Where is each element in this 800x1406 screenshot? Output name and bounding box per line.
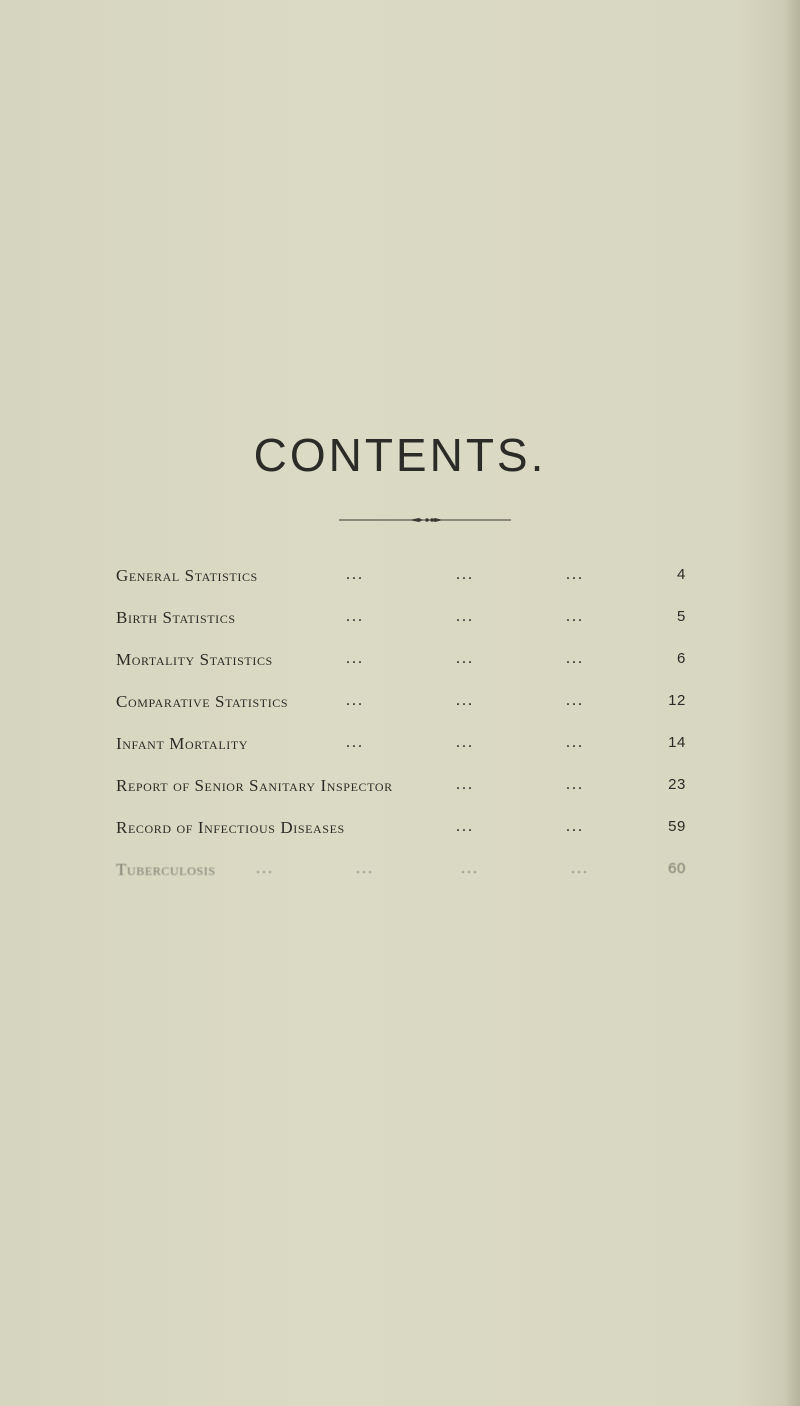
leader-dots: ... bbox=[346, 650, 364, 667]
leader-dots: ... bbox=[346, 566, 364, 583]
toc-entry-birth-statistics bbox=[116, 608, 698, 650]
title-ornament-rule bbox=[339, 515, 511, 525]
toc-entry-infant-mortality bbox=[116, 734, 698, 776]
page-edge-shadow bbox=[786, 0, 800, 1406]
toc-entry-report-senior-sanitary-inspector bbox=[116, 776, 698, 818]
leader-dots: ... bbox=[566, 650, 584, 667]
toc-entry-label: Comparative Statistics bbox=[116, 692, 289, 711]
toc-page-number: 12 bbox=[668, 692, 686, 709]
leader-dots: ... bbox=[346, 608, 364, 625]
toc-page-number: 6 bbox=[677, 650, 686, 667]
leader-dots: ... bbox=[456, 608, 474, 625]
toc-page-number: 23 bbox=[668, 776, 686, 793]
table-of-contents bbox=[116, 566, 698, 902]
toc-entry-label: Tuberculosis bbox=[116, 860, 216, 879]
leader-dots: ... bbox=[456, 650, 474, 667]
leader-dots: ... bbox=[456, 692, 474, 709]
toc-entry-label: Birth Statistics bbox=[116, 608, 236, 627]
leader-dots: ... bbox=[456, 818, 474, 835]
leader-dots: ... bbox=[566, 692, 584, 709]
toc-entry-comparative-statistics bbox=[116, 692, 698, 734]
toc-entry-tuberculosis bbox=[116, 860, 698, 902]
leader-dots: ... bbox=[456, 734, 474, 751]
toc-entry-label: Report of Senior Sanitary Inspector bbox=[116, 776, 393, 795]
leader-dots: ... bbox=[566, 608, 584, 625]
leader-dots: ... bbox=[566, 818, 584, 835]
toc-page-number: 59 bbox=[668, 818, 686, 835]
toc-page-number: 60 bbox=[668, 860, 686, 877]
toc-entry-general-statistics bbox=[116, 566, 698, 608]
toc-page-number: 5 bbox=[677, 608, 686, 625]
toc-entry-label: General Statistics bbox=[116, 566, 258, 585]
toc-entry-record-infectious-diseases bbox=[116, 818, 698, 860]
page-title: CONTENTS. bbox=[253, 429, 547, 481]
leader-dots: ... bbox=[346, 734, 364, 751]
toc-page-number: 4 bbox=[677, 566, 686, 583]
leader-dots: ... bbox=[461, 860, 479, 877]
leader-dots: ... bbox=[566, 566, 584, 583]
leader-dots: ... bbox=[256, 860, 274, 877]
toc-entry-label: Mortality Statistics bbox=[116, 650, 273, 669]
leader-dots: ... bbox=[346, 692, 364, 709]
toc-entry-label: Infant Mortality bbox=[116, 734, 249, 753]
toc-entry-label: Record of Infectious Diseases bbox=[116, 818, 345, 837]
leader-dots: ... bbox=[566, 776, 584, 793]
leader-dots: ... bbox=[456, 566, 474, 583]
leader-dots: ... bbox=[566, 734, 584, 751]
toc-page-number: 14 bbox=[668, 734, 686, 751]
leader-dots: ... bbox=[456, 776, 474, 793]
leader-dots: ... bbox=[356, 860, 374, 877]
toc-entry-mortality-statistics bbox=[116, 650, 698, 692]
leader-dots: ... bbox=[571, 860, 589, 877]
